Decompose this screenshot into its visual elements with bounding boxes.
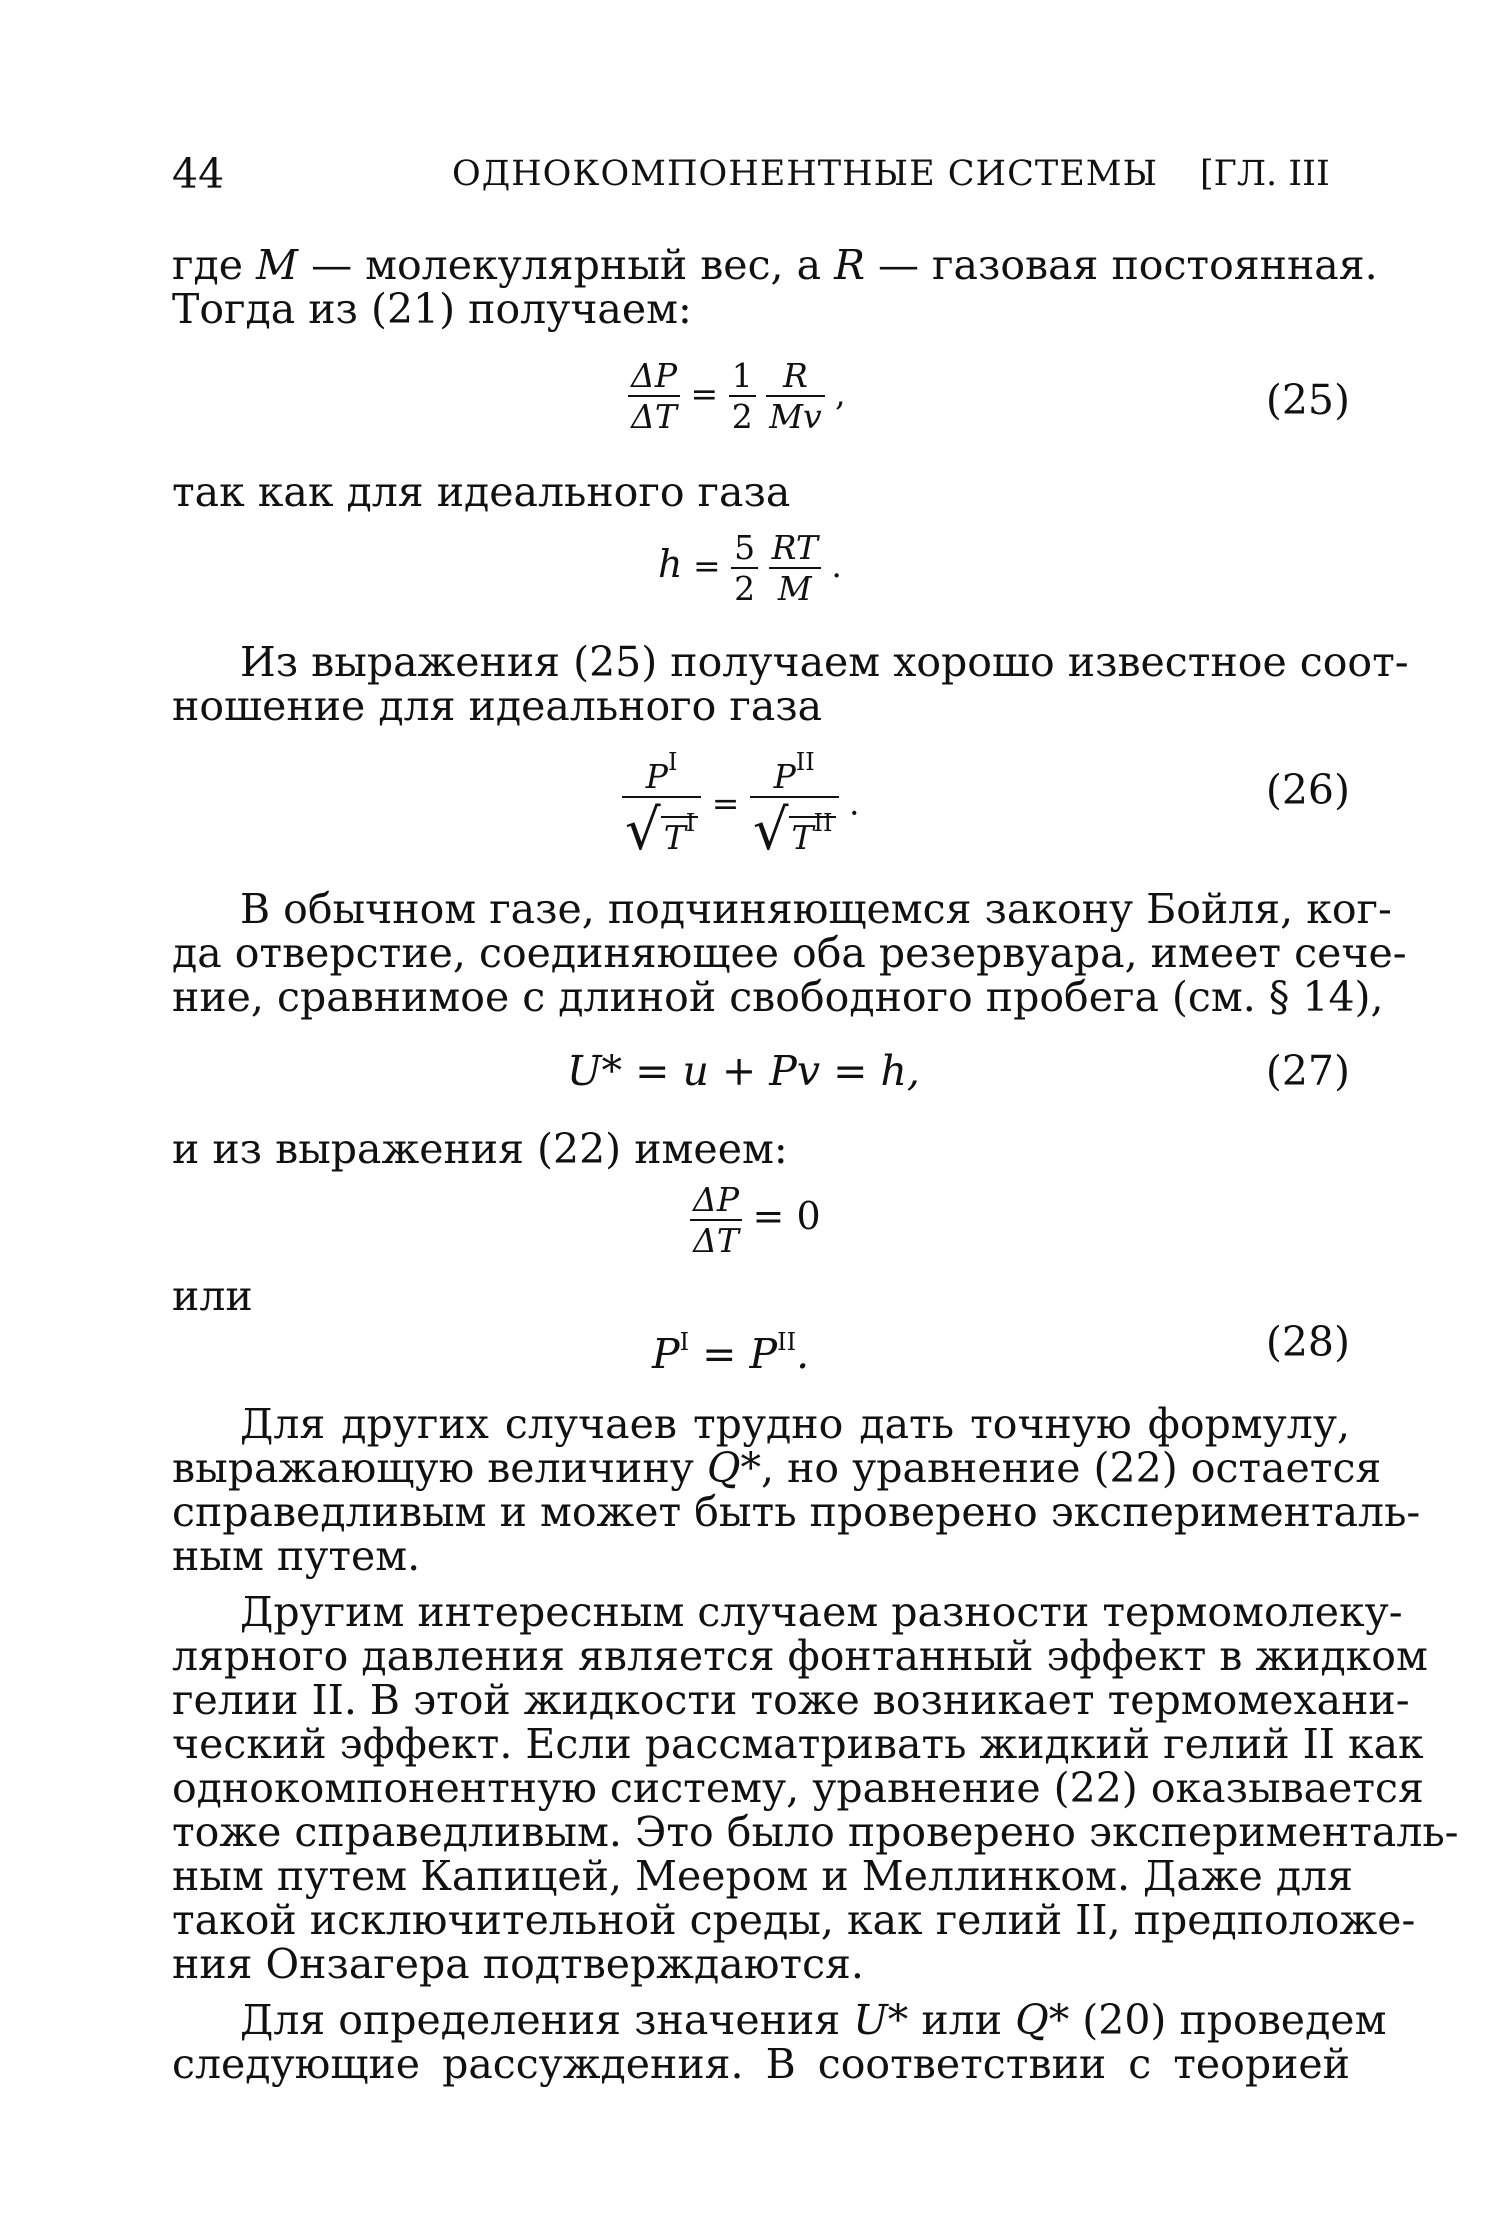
comma: , [835,374,846,413]
text-fragment: — молекулярный вес, а [311,241,822,289]
superscript-I: I [679,1328,690,1356]
sqrt-icon: √ [625,798,661,863]
equation-25 [628,356,846,436]
radical [753,798,836,863]
equals-sign: = [690,374,719,413]
text-line-4: Из выражения (25) получаем хорошо известное соот- [240,638,1409,686]
fraction-five-halves [731,528,758,608]
text-fragment: где [172,241,243,289]
equation-27: U* = u + Pv = h, [567,1047,920,1095]
fraction-PII-sqrtTII [750,748,839,863]
text-line-p3-2: лярного давления является фонтанный эффект в жидком [172,1632,1428,1680]
symbol-M: M [256,241,299,289]
symbol-P: P [773,757,796,796]
text-fragment: — газовая постоянная. [878,241,1378,289]
numerator [622,748,701,798]
text-line-p2-2 [172,1444,1382,1492]
running-title: ОДНОКОМПОНЕНТНЫЕ СИСТЕМЫ [452,154,1159,194]
text-fragment: , но уравнение (22) остается [761,1444,1382,1492]
superscript-II: II [777,1328,797,1356]
page-number: 44 [172,150,225,198]
text-line-5: ношение для идеального газа [172,682,823,730]
text-line-p1-2: да отверстие, соединяющее оба резервуара, имеет сече- [172,929,1407,977]
text-fragment: Для определения значения [240,1996,841,2044]
symbol-Q-star: Q* [706,1444,762,1492]
text-fragment: (20) проведем [1082,1996,1387,2044]
symbol-T: T [663,818,686,857]
text-line-7: или [172,1272,253,1320]
radicand [661,809,699,857]
superscript-II: II [795,748,815,776]
text-line-p2-1: Для других случаев трудно дать точную формулу, [240,1400,1350,1448]
period: . [796,1330,810,1378]
text-line-1 [172,241,1378,289]
equals-sign: = [711,783,740,823]
text-line-p3-7: ным путем Капицей, Меером и Меллинком. Даже для [172,1852,1353,1900]
text-line-p2-3: справедливым и может быть проверено эксперименталь- [172,1488,1421,1536]
text-line-3: так как для идеального газа [172,468,791,516]
symbol-R: R [834,241,865,289]
text-line-p3-4: ческий эффект. Если рассматривать жидкий гелий II как [172,1720,1424,1768]
numerator: 1 [729,356,756,397]
text-fragment: или [921,1996,1003,2044]
denominator: 2 [734,569,756,608]
chapter-label: [ГЛ. III [1200,154,1330,194]
equation-number-25: (25) [1265,376,1350,424]
symbol-P: P [645,757,668,796]
denominator: Mv [769,397,822,436]
equals-sign: = [692,546,721,585]
denominator: ΔT [693,1221,739,1260]
fraction-R-Mv [766,356,824,436]
text-line-p4-1 [240,1996,1387,2044]
numerator: 5 [731,528,758,569]
numerator: ΔP [690,1180,742,1221]
text-line-p1-1: В обычном газе, подчиняющемся закону Бойля, ког- [240,885,1392,933]
equation-number-26: (26) [1265,766,1350,814]
period: . [849,783,860,823]
symbol-P: P [749,1330,778,1378]
text-line-p3-3: гелии II. В этой жидкости тоже возникает термомехани- [172,1676,1410,1724]
denominator: M [777,569,812,608]
text-line-p3-9: ния Онзагера подтверждаются. [172,1940,864,1988]
denominator: 2 [731,397,753,436]
equation-26 [622,748,860,863]
text-fragment: выражающую величину [172,1444,694,1492]
superscript-I: I [685,809,696,837]
numerator: R [766,356,824,397]
text-line-p4-2: следующие рассуждения. В соответствии с теорией [172,2040,1350,2088]
fraction-PI-sqrtTI [622,748,701,863]
radical [625,798,698,863]
fraction-dP-dT [690,1180,742,1260]
equals-zero: = 0 [752,1194,821,1238]
text-line-p3-8: такой исключительной среды, как гелий II, предположе- [172,1896,1416,1944]
text-line-2: Тогда из (21) получаем: [172,285,692,333]
text-line-p2-4: ным путем. [172,1532,421,1580]
fraction-dP-dT [628,356,680,436]
denominator: ΔT [631,397,677,436]
text-line-p1-3: ние, сравнимое с длиной свободного пробега (см. § 14), [172,973,1384,1021]
text-line-p3-6: тоже справедливым. Это было проверено эксперименталь- [172,1808,1459,1856]
denominator [750,798,839,863]
fraction-half [729,356,756,436]
numerator: ΔP [628,356,680,397]
text-line-p3-1: Другим интересным случаем разности термомолеку- [240,1588,1403,1636]
denominator [622,798,701,863]
superscript-I: I [667,748,678,776]
equation-number-28: (28) [1265,1318,1350,1366]
equation-28 [652,1320,809,1376]
fraction-RT-M [769,528,821,608]
symbol-P: P [652,1330,680,1378]
sqrt-icon: √ [752,798,789,863]
equation-dP-zero [690,1180,821,1260]
equation-h [658,528,842,608]
symbol-U-star: U* [853,1996,909,2044]
period: . [831,546,842,585]
equation-number-27: (27) [1265,1047,1350,1095]
superscript-II: II [813,809,833,837]
symbol-h: h [658,542,683,586]
equals-sign: = [702,1330,737,1378]
numerator: RT [769,528,821,569]
symbol-Q-star: Q* [1015,1996,1070,2044]
numerator [750,748,839,798]
symbol-T: T [791,818,814,857]
radicand [789,809,836,857]
text-line-6: и из выражения (22) имеем: [172,1125,788,1173]
text-line-p3-5: однокомпонентную систему, уравнение (22) оказывается [172,1764,1424,1812]
